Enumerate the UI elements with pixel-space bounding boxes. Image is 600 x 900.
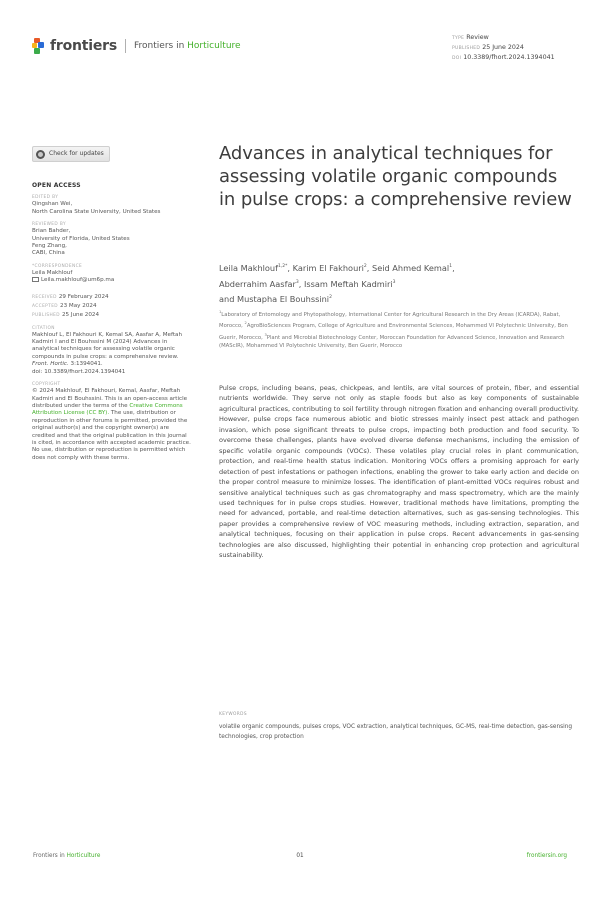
copyright-body bbox=[32, 388, 192, 462]
editor-affiliation: North Carolina State University, United States bbox=[32, 208, 161, 215]
article-dates bbox=[32, 293, 192, 320]
citation-doi[interactable]: doi: 10.3389/fhort.2024.1394041 bbox=[32, 368, 126, 375]
abstract: Pulse crops, including beans, peas, chickpeas, and lentils, are vital sources of protein, fiber, and essential nutrients worldwide. They serve not only as staple foods but also as key components of sustainable agricultural practices, contributing to soil fertility through nitrogen fixation and enhancing overall productivity. However, pulse crops face numerous abiotic and biotic stresses mainly insect pest attack and pathogen invasion, which pose significant threats to pulse crops, impacting both production and food security. To overcome these challenges, plants have evolved diverse defense mechanisms, including the emission of specific volatile organic compounds (VOCs). These volatiles play crucial roles in plant communication, protection, and real-time health status indication. Monitoring VOCs offers a promising approach for early detection of pest infestations or pathogen infections, enabling the grower to take early action and decide on the proper control measure to minimize losses. The identification of plant-emitted VOCs requires robust and sensitive analytical techniques such as gas chromatography and mass spectrometry, which are the mainly used techniques for in pulse crops studies. However, traditional methods have limitations, prompting the need for advanced, portable, and real-time detection alternatives, such as gas-sensing technologies. This paper provides a comprehensive review of VOC measuring methods, including extraction, separation, and analytical techniques, focusing on their application in pulse crops. Recent advancements in gas-sensing technologies are also discussed, highlighting their potential in enhancing crop protection and agricultural sustainability. bbox=[219, 384, 579, 560]
author-affiliation-marker: 3 bbox=[392, 279, 396, 285]
author-list: Leila Makhlouf$^{1,2*}$, Karim El Fakhouri$^2$, Seid Ahmed Kemal$^1$, Abderrahim Aasfar$^3$, Issam Meftah Kadmiri$^3$ and Mustapha El Bouhssini$^2$ bbox=[219, 263, 455, 304]
reviewer-name: Brian Bahder, bbox=[32, 228, 71, 235]
type-value: Review bbox=[466, 34, 489, 41]
citation-volume: 3:1394041. bbox=[68, 361, 103, 368]
journal-prefix: Frontiers in bbox=[134, 41, 188, 51]
published-value-sidebar: 25 June 2024 bbox=[61, 311, 100, 318]
author-affiliation-marker: 2 bbox=[363, 264, 367, 269]
citation-body bbox=[32, 332, 192, 376]
doi-value[interactable]: 10.3389/fhort.2024.1394041 bbox=[463, 54, 555, 61]
footer-journal-prefix: Frontiers in bbox=[33, 853, 67, 859]
affiliation-number: 2 bbox=[244, 321, 247, 326]
published-label: PUBLISHED bbox=[452, 46, 481, 51]
type-label: TYPE bbox=[452, 36, 465, 41]
author-name: Karim El Fakhouri bbox=[292, 263, 364, 273]
correspondence bbox=[32, 264, 192, 285]
page-number: 01 bbox=[296, 853, 304, 859]
author-affiliation-marker: 1 bbox=[449, 264, 453, 269]
author-name: Issam Meftah Kadmiri bbox=[303, 278, 393, 289]
site-link[interactable]: frontiersin.org bbox=[526, 853, 567, 859]
citation-journal: Front. Hortic. bbox=[32, 361, 69, 368]
journal-name bbox=[134, 41, 241, 51]
published-label-sidebar: PUBLISHED bbox=[32, 312, 60, 318]
correspondence-name: Leila Makhlouf bbox=[32, 269, 73, 276]
reviewed-by bbox=[32, 222, 192, 258]
edited-by-label: EDITED BY bbox=[32, 195, 59, 201]
citation-text: Makhlouf L, El Fakhouri K, Kemal SA, Aasfar A, Meftah Kadmiri I and El Bouhssini M (2024) Advances in analytical techniques for assessing volatile organic compounds in pulse crops: a comprehensive review. bbox=[32, 331, 182, 360]
affiliation-number: 1 bbox=[219, 310, 222, 314]
published-date-sidebar bbox=[32, 311, 192, 320]
open-access-label: OPEN ACCESS bbox=[32, 182, 81, 189]
accepted-value: 23 May 2024 bbox=[60, 302, 97, 309]
cc-license-link[interactable]: Creative Commons Attribution License (CC BY). bbox=[32, 402, 183, 417]
edited-by bbox=[32, 195, 192, 216]
brand-name: frontiers bbox=[50, 38, 118, 54]
sidebar bbox=[32, 146, 192, 462]
accepted-label: ACCEPTED bbox=[32, 303, 59, 309]
footer-journal-name: Horticulture bbox=[66, 853, 101, 859]
affiliations bbox=[219, 308, 579, 350]
check-for-updates-button[interactable] bbox=[32, 146, 110, 162]
correspondence-email[interactable] bbox=[32, 277, 192, 284]
copyright-terms: The use, distribution or reproduction in other forums is permitted, provided the original author(s) and the copyright owner(s) are credited and that the original publication in this journal is cited, in accordance with accepted academic practice. No use, distribution or reproduction is permitted which does not comply with these terms. bbox=[32, 410, 191, 461]
received-date bbox=[32, 293, 192, 302]
affiliation-text: Laboratory of Entomology and Phytopathology, International Center for Agricultural Research in the Dry Areas (ICARDA), Rabat, Morocco, bbox=[219, 312, 561, 330]
reviewer-affiliation: University of Florida, United States bbox=[32, 235, 130, 242]
author-name: Leila Makhlouf bbox=[219, 263, 278, 273]
author-affiliation-marker: 2 bbox=[329, 295, 332, 300]
header-divider bbox=[125, 39, 126, 53]
correspondence-label: *CORRESPONDENCE bbox=[32, 263, 83, 269]
reviewer-affiliation: CABI, China bbox=[32, 250, 65, 257]
received-value: 29 February 2024 bbox=[58, 293, 109, 300]
affiliation-number: 3 bbox=[264, 332, 267, 337]
page-footer bbox=[33, 853, 567, 863]
published-date bbox=[452, 43, 555, 53]
author-affiliation-marker: 1,2* bbox=[278, 264, 288, 269]
email-icon bbox=[32, 277, 39, 282]
check-updates-label: Check for updates bbox=[49, 150, 104, 158]
accepted-date bbox=[32, 302, 192, 311]
doi[interactable] bbox=[452, 53, 555, 63]
citation bbox=[32, 326, 192, 376]
editor-name: Qingshan Wei, bbox=[32, 201, 73, 208]
affiliation-text: AgroBioSciences Program, College of Agriculture and Environmental Sciences, Mohammed VI Polytechnic University, Ben Guerir, Morocco, bbox=[219, 323, 568, 341]
published-value: 25 June 2024 bbox=[482, 44, 524, 51]
article-title: Advances in analytical techniques for assessing volatile organic compounds in pulse crops: a comprehensive review bbox=[219, 143, 572, 210]
author-name: and Mustapha El Bouhssini bbox=[219, 294, 330, 304]
received-label: RECEIVED bbox=[32, 294, 57, 300]
affiliation-text: Plant and Microbial Biotechnology Center, Moroccan Foundation for Advanced Science, Innovation and Research (MAScIR), Mohammed VI Polytechnic University, Ben Guerir, Morocco bbox=[219, 334, 565, 349]
copyright bbox=[32, 382, 192, 462]
keywords: volatile organic compounds, pulses crops, VOC extraction, analytical techniques, GC-MS, real-time detection, gas-sensing technologies, crop protection bbox=[219, 724, 573, 740]
journal-title: Horticulture bbox=[187, 41, 241, 51]
citation-label: CITATION bbox=[32, 325, 55, 331]
reviewer-name: Feng Zhang, bbox=[32, 243, 67, 250]
article-type bbox=[452, 33, 555, 43]
update-icon bbox=[36, 150, 45, 159]
doi-label: DOI bbox=[452, 56, 462, 61]
frontiers-logo-icon bbox=[32, 38, 46, 54]
copyright-label: COPYRIGHT bbox=[32, 382, 61, 388]
copyright-text: © 2024 Makhlouf, El Fakhouri, Kemal, Aasfar, Meftah Kadmiri and El Bouhssini. This is an open-access article distributed under the terms of the bbox=[32, 388, 188, 409]
keywords-label: KEYWORDS bbox=[219, 712, 248, 717]
author-name: Seid Ahmed Kemal bbox=[372, 263, 450, 273]
journal-header bbox=[32, 36, 241, 56]
author-affiliation-marker: 3 bbox=[295, 279, 299, 285]
author-name: Abderrahim Aasfar bbox=[219, 278, 296, 289]
email-link[interactable]: Leila.makhlouf@um6p.ma bbox=[41, 277, 115, 284]
reviewed-by-label: REVIEWED BY bbox=[32, 222, 66, 228]
article-meta bbox=[452, 33, 555, 63]
